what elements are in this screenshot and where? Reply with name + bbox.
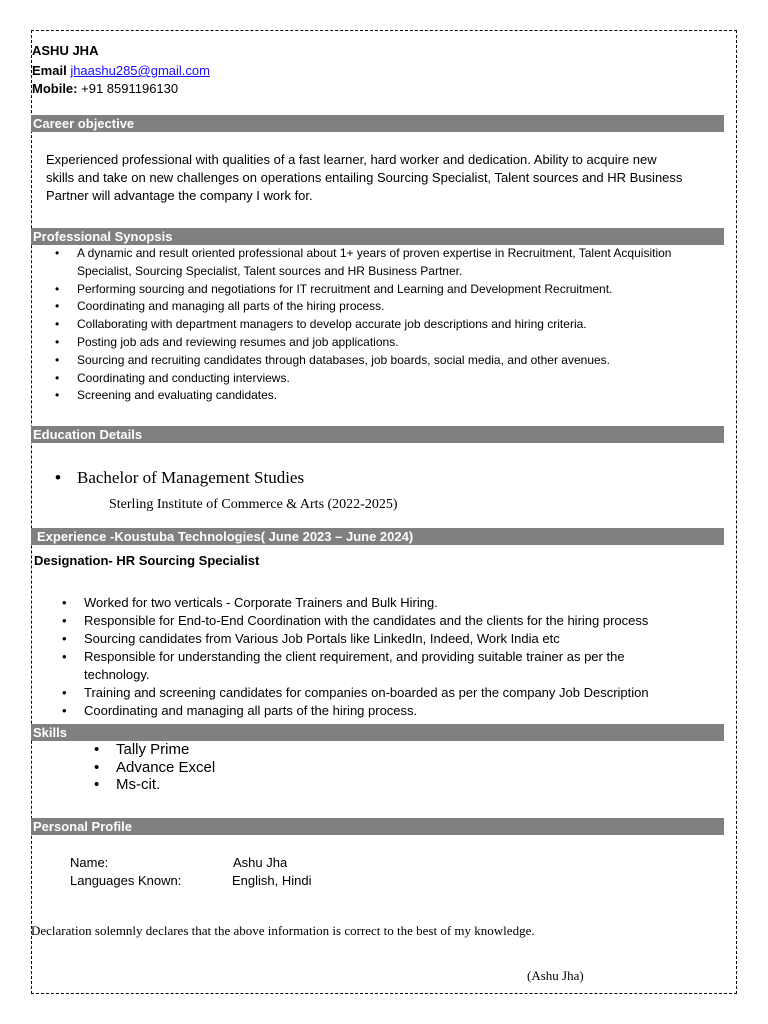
list-item: • A dynamic and result oriented professional about 1+ years of proven expertise in Recruitment, Talent Acquisition: [77, 245, 742, 263]
signature: (Ashu Jha): [527, 968, 584, 983]
education-list: [55, 467, 305, 489]
career-objective-text: [46, 151, 736, 205]
experience-list: [62, 594, 734, 720]
bullet-icon: •: [62, 631, 67, 646]
list-item-continuation: Specialist, Sourcing Specialist, Talent sources and HR Business Partner.: [77, 263, 463, 278]
designation: Designation- HR Sourcing Specialist: [34, 553, 260, 568]
list-item: • Posting job ads and reviewing resumes and job applications.: [77, 334, 742, 352]
list-item: • Screening and evaluating candidates.: [77, 387, 742, 405]
institute: Sterling Institute of Commerce & Arts (2022-2025): [109, 497, 398, 512]
list-item: [55, 467, 305, 489]
email-link[interactable]: jhaashu285@gmail.com: [70, 63, 210, 78]
list-item: • Worked for two verticals - Corporate Trainers and Bulk Hiring.: [62, 595, 438, 610]
bullet-icon: •: [62, 649, 67, 664]
experience-header: Experience -Koustuba Technologies( June 2023 – June 2024): [31, 528, 724, 545]
bullet-icon: •: [55, 246, 60, 260]
career-line: skills and take on new challenges on operations entailing Sourcing Specialist, Talent sources and HR Business: [46, 170, 683, 185]
bullet-icon: •: [55, 299, 60, 314]
skills-header: Skills: [31, 724, 724, 741]
profile-name-label: Name:: [70, 855, 109, 870]
bullet-icon: •: [62, 613, 67, 628]
bullet-icon: •: [55, 388, 60, 403]
bullet-icon: •: [55, 370, 60, 385]
education-header: Education Details: [31, 426, 724, 443]
synopsis-list: [55, 245, 742, 405]
declaration-text: Declaration solemnly declares that the above information is correct to the best of my knowledge.: [31, 923, 535, 938]
mobile-row: [32, 81, 178, 96]
personal-profile-header: Personal Profile: [31, 818, 724, 835]
list-item: • Responsible for End-to-End Coordination with the candidates and the clients for the hiring process: [62, 613, 649, 628]
list-item: • Coordinating and managing all parts of the hiring process.: [62, 703, 418, 718]
bullet-icon: •: [94, 776, 100, 793]
list-item: • Training and screening candidates for companies on-boarded as per the company Job Description: [62, 685, 649, 700]
list-item: • Sourcing and recruiting candidates through databases, job boards, social media, and other avenues.: [77, 352, 742, 370]
career-line: Experienced professional with qualities of a fast learner, hard worker and dedication. Ability to acquire new: [46, 152, 657, 167]
candidate-name: ASHU JHA: [32, 43, 99, 58]
list-item: • Ms-cit.: [94, 776, 161, 793]
profile-languages-label: Languages Known:: [70, 873, 182, 888]
profile-name-value: Ashu Jha: [233, 855, 288, 870]
list-item-continuation: technology.: [84, 667, 150, 682]
list-item: • Advance Excel: [94, 758, 216, 776]
list-item: • Collaborating with department managers to develop accurate job descriptions and hiring criteria.: [77, 316, 742, 334]
profile-languages-value: English, Hindi: [232, 873, 312, 888]
list-item: • Performing sourcing and negotiations for IT recruitment and Learning and Development Recruitment.: [77, 281, 742, 299]
bullet-icon: •: [62, 703, 67, 718]
mobile-label: Mobile:: [32, 81, 78, 96]
list-item: • Coordinating and conducting interviews.: [77, 370, 742, 388]
email-label: Email: [32, 63, 67, 78]
bullet-icon: •: [94, 758, 100, 776]
professional-synopsis-header: Professional Synopsis: [31, 228, 724, 245]
mobile-value: +91 8591196130: [81, 81, 179, 96]
bullet-icon: •: [55, 317, 60, 332]
career-objective-header: Career objective: [31, 115, 724, 132]
bullet-icon: •: [55, 281, 60, 296]
bullet-icon: •: [55, 352, 60, 367]
bullet-icon: •: [62, 595, 67, 610]
email-row: [32, 63, 210, 78]
bullet-icon: •: [62, 685, 67, 700]
list-item: • Sourcing candidates from Various Job Portals like LinkedIn, Indeed, Work India etc: [62, 631, 560, 646]
list-item: • Tally Prime: [94, 741, 190, 758]
bullet-icon: •: [55, 334, 60, 349]
bullet-icon: •: [55, 468, 61, 487]
degree: Bachelor of Management Studies: [77, 468, 305, 487]
list-item: • Responsible for understanding the client requirement, and providing suitable trainer as per the: [62, 649, 625, 664]
skills-list: [94, 741, 216, 794]
bullet-icon: •: [94, 741, 100, 758]
career-line: Partner will advantage the company I work for.: [46, 188, 313, 203]
list-item: • Coordinating and managing all parts of the hiring process.: [77, 298, 742, 316]
